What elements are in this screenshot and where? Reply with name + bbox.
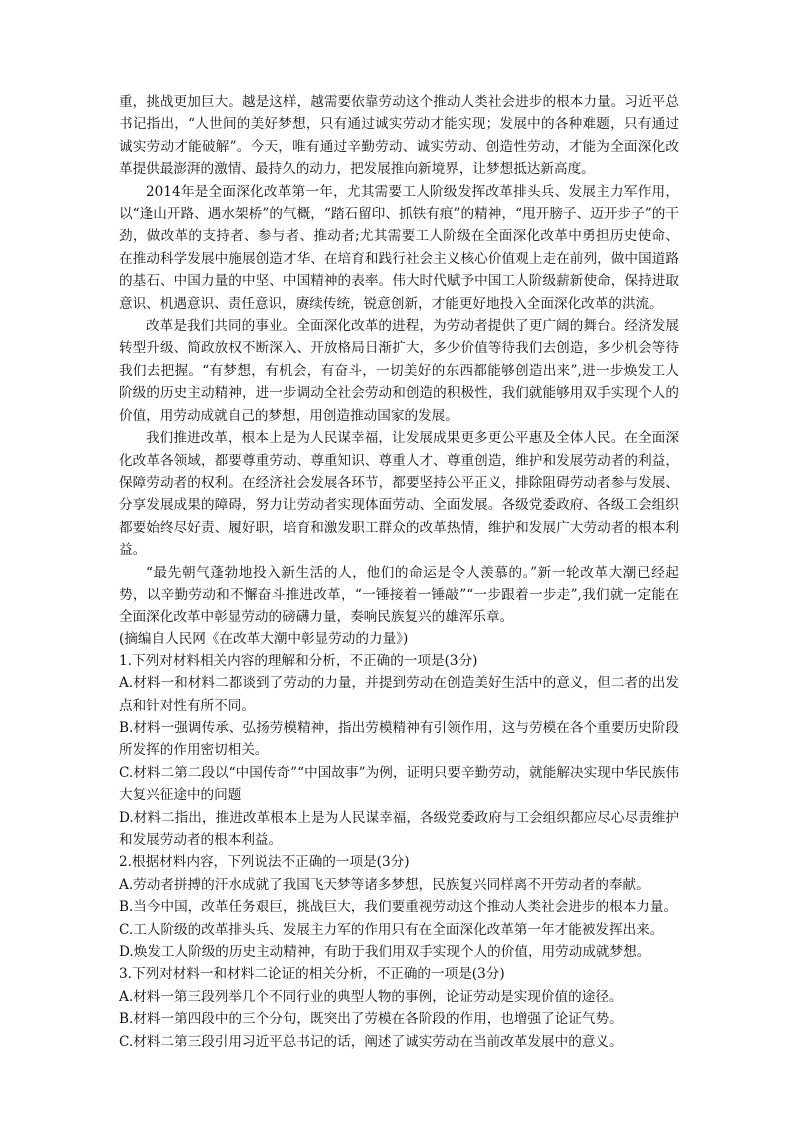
article-source: (摘编自人民网《在改革大潮中彰显劳动的力量》) bbox=[119, 630, 409, 647]
question-2-option-a: A.劳动者拼搏的汗水成就了我国飞天梦等诸多梦想，民族复兴同样离不开劳动者的奉献。 bbox=[119, 876, 650, 893]
question-stem: 3.下列对材料一和材料二论证的相关分析，不正确的一项是(3分) bbox=[119, 966, 505, 983]
article-body bbox=[119, 91, 679, 650]
question-2-option-b: B.当今中国，改革任务艰巨，挑战巨大，我们要重视劳动这个推动人类社会进步的根本力量。 bbox=[119, 899, 678, 916]
question-stem: 1.下列对材料相关内容的理解和分析，不正确的一项是(3分) bbox=[119, 652, 478, 669]
article-paragraph-2: 2014年是全面深化改革第一年，尤其需要工人阶级发挥改革排头兵、发展主力军作用，以“逢山开路、遇水架桥”的气概，“踏石留印、抓铁有痕”的精神，“甩开膀子、迈开步子”的干劲，做改革的支持者、参与者、推动者;尤其需要工人阶级在全面深化改革中勇担历史使命、在推动科学发展中施展创造才华、在培育和践行社会主义核心价值观上走在前列，做中国道路的基石、中国力量的中坚、中国精神的表率。伟大时代赋予中国工人阶级薪新使命，保持进取意识、机遇意识、责任意识，赓续传统，锐意创新，才能更好地投入全面深化改革的洪流。 bbox=[119, 183, 679, 312]
question-list bbox=[119, 650, 679, 1053]
article-paragraph-5: “最先朝气蓬勃地投入新生活的人，他们的命运是令人羡慕的。”新一轮改革大潮已经起势，以辛勤劳动和不懈奋斗推进改革，“一锤接着一锤敲”“一步跟着一步走”,我们就一定能在全面深化改革中彰显劳动的磅礴力量，奏响民族复兴的雄浑乐章。 bbox=[119, 564, 679, 626]
question-2 bbox=[119, 851, 679, 963]
article-paragraph-1: 重，挑战更加巨大。越是这样，越需要依靠劳动这个推动人类社会进步的根本力量。习近平总书记指出，“人世间的美好梦想，只有通过诚实劳动才能实现；发展中的各种难题，只有通过诚实劳动才能破解”。今天，唯有通过辛勤劳动、诚实劳动、创造性劳动，才能为全面深化改革提供最澎湃的激情、最持久的动力，把发展推向新境界，让梦想抵达新高度。 bbox=[119, 94, 679, 178]
question-1-option-c: C.材料二第二段以“中国传奇”“中国故事”为例，证明只要辛勤劳动，就能解决实现中华民族伟大复兴征途中的问题 bbox=[119, 764, 679, 804]
question-3-option-b: B.材料一第四段中的三个分句，既突出了劳模在各阶段的作用，也增强了论证气势。 bbox=[119, 1011, 623, 1028]
document-page bbox=[119, 91, 679, 1053]
question-1 bbox=[119, 650, 679, 852]
question-1-option-d: D.材料二指出，推进改革根本上是为人民谋幸福，各级党委政府与工会组织都应尽心尽责维护和发展劳动者的根本利益。 bbox=[119, 809, 679, 848]
question-2-option-d: D.焕发工人阶级的历史主动精神，有助于我们用双手实现个人的价值，用劳动成就梦想。 bbox=[119, 944, 651, 961]
question-3 bbox=[119, 963, 679, 1053]
article-paragraph-4: 我们推进改革，根本上是为人民谋幸福，让发展成果更多更公平惠及全体人民。在全面深化改革各领域，都要尊重劳动、尊重知识、尊重人才、尊重创造，维护和发展劳动者的利益，保障劳动者的权利。在经济社会发展各环节，都要坚持公平正义，排除阻碍劳动者参与发展、分享发展成果的障碍，努力让劳动者实现体面劳动、全面发展。各级党委政府、各级工会组织都要始终尽好责、履好职，培育和激发职工群众的改革热情，维护和发展广大劳动者的根本利益。 bbox=[119, 430, 679, 559]
question-1-option-b: B.材料一强调传承、弘扬劳模精神，指出劳模精神有引领作用，这与劳模在各个重要历史阶段所发挥的作用密切相关。 bbox=[119, 719, 679, 759]
question-stem: 2.根据材料内容，下列说法不正确的一项是(3分) bbox=[119, 854, 410, 871]
question-1-option-a: A.材料一和材料二都谈到了劳动的力量，并提到劳动在创造美好生活中的意义，但二者的出发点和针对性有所不同。 bbox=[119, 675, 679, 714]
question-3-option-c: C.材料二第三段引用习近平总书记的话，阐述了诚实劳动在当前改革发展中的意义。 bbox=[119, 1033, 623, 1050]
question-3-option-a: A.材料一第三段列举几个不同行业的典型人物的事例，论证劳动是实现价值的途径。 bbox=[119, 988, 623, 1005]
question-2-option-c: C.工人阶级的改革排头兵、发展主力军的作用只有在全面深化改革第一年才能被发挥出来。 bbox=[119, 921, 664, 938]
article-paragraph-3: 改革是我们共同的事业。全面深化改革的进程，为劳动者提供了更广阔的舞台。经济发展转型升级、简政放权不断深入、开放格局日渐扩大，多少价值等待我们去创造，多少机会等待我们去把握。“有梦想，有机会，有奋斗，一切美好的东西都能够创造出来”,进一步焕发工人阶级的历史主动精神，进一步调动全社会劳动和创造的积极性，我们就能够用双手实现个人的价值，用劳动成就自己的梦想，用创造推动国家的发展。 bbox=[119, 318, 679, 424]
